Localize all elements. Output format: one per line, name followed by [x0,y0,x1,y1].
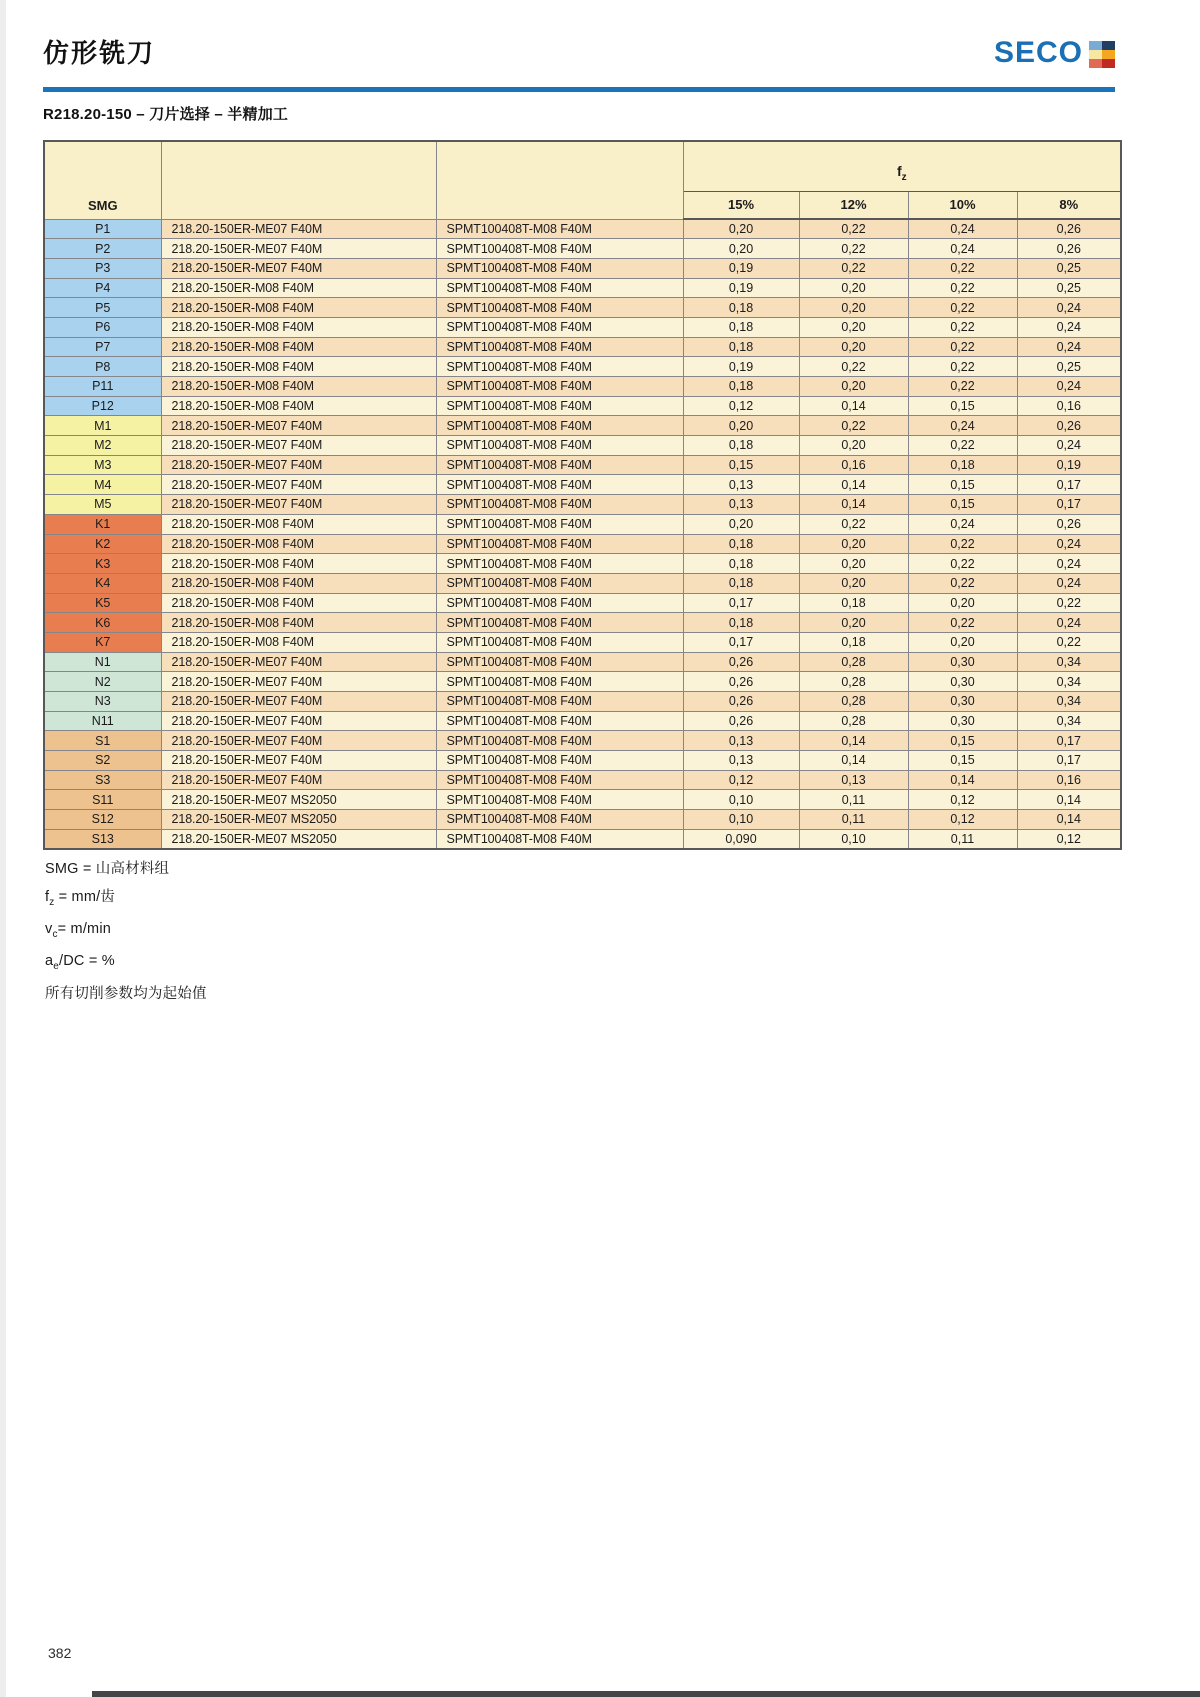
fz-value-cell: 0,20 [799,613,908,633]
fz-value-cell: 0,12 [1017,829,1121,849]
fz-value-cell: 0,26 [1017,219,1121,239]
smg-cell: S13 [44,829,161,849]
table-header-row-top [44,141,1121,191]
fz-value-cell: 0,12 [683,396,799,416]
cutter-designation-cell: 218.20-150ER-ME07 F40M [161,672,436,692]
cutter-designation-cell: 218.20-150ER-ME07 F40M [161,455,436,475]
legend-line: $v_c= m/\min$ [45,920,112,940]
smg-cell: M5 [44,495,161,515]
fz-value-cell: 0,22 [1017,593,1121,613]
smg-cell: M4 [44,475,161,495]
fz-value-cell: 0,34 [1017,672,1121,692]
smg-cell: P8 [44,357,161,377]
smg-cell: S12 [44,810,161,830]
smg-cell: K6 [44,613,161,633]
smg-cell: P5 [44,298,161,318]
fz-value-cell: 0,13 [683,495,799,515]
smg-cell: P1 [44,219,161,239]
insert-designation-cell: SPMT100408T-M08 F40M [436,534,683,554]
page-number: 382 [48,1645,72,1661]
fz-value-cell: 0,22 [908,278,1017,298]
fz-value-cell: 0,24 [908,514,1017,534]
fz-value-cell: 0,22 [799,357,908,377]
fz-value-cell: 0,24 [1017,573,1121,593]
logo-color-square [1089,50,1102,59]
page-title: 仿形铣刀 [43,38,156,68]
insert-designation-cell: SPMT100408T-M08 F40M [436,790,683,810]
insert-designation-cell: SPMT100408T-M08 F40M [436,239,683,259]
fz-value-cell: 0,30 [908,672,1017,692]
insert-designation-cell: SPMT100408T-M08 F40M [436,731,683,751]
cutter-designation-cell: 218.20-150ER-M08 F40M [161,573,436,593]
insert-column-header [436,141,683,219]
table-row [44,416,1121,436]
smg-cell: K3 [44,554,161,574]
insert-designation-cell: SPMT100408T-M08 F40M [436,278,683,298]
insert-designation-cell: SPMT100408T-M08 F40M [436,810,683,830]
fz-value-cell: 0,18 [683,613,799,633]
fz-value-cell: 0,24 [908,239,1017,259]
cutter-designation-cell: 218.20-150ER-ME07 F40M [161,652,436,672]
cutter-designation-cell: 218.20-150ER-ME07 MS2050 [161,790,436,810]
insert-designation-cell: SPMT100408T-M08 F40M [436,751,683,771]
fz-value-cell: 0,25 [1017,357,1121,377]
fz-value-cell: 0,24 [1017,554,1121,574]
fz-value-cell: 0,14 [799,495,908,515]
fz-value-cell: 0,18 [683,377,799,397]
table-row [44,790,1121,810]
fz-value-cell: 0,25 [1017,258,1121,278]
fz-value-cell: 0,24 [908,219,1017,239]
cutter-designation-cell: 218.20-150ER-ME07 F40M [161,770,436,790]
fz-value-cell: 0,17 [1017,475,1121,495]
fz-subscript: z [901,171,907,183]
fz-value-cell: 0,22 [908,534,1017,554]
seco-logo-text: SECO [993,36,1083,69]
fz-value-cell: 0,18 [683,298,799,318]
cutter-designation-cell: 218.20-150ER-ME07 F40M [161,711,436,731]
table-row [44,554,1121,574]
smg-cell: P3 [44,258,161,278]
legend-line: SMG = 山高材料组 [45,861,170,877]
fz-value-cell: 0,22 [908,554,1017,574]
fz-value-cell: 0,10 [683,790,799,810]
smg-cell: P2 [44,239,161,259]
fz-value-cell: 0,26 [1017,514,1121,534]
table-row [44,396,1121,416]
fz-value-cell: 0,24 [1017,337,1121,357]
seco-logo [993,36,1115,69]
fz-value-cell: 0,24 [1017,377,1121,397]
smg-cell: P6 [44,317,161,337]
fz-value-cell: 0,22 [799,514,908,534]
insert-selection-table [43,140,1122,850]
fz-value-cell: 0,18 [683,436,799,456]
fz-value-cell: 0,14 [799,751,908,771]
cutter-designation-cell: 218.20-150ER-M08 F40M [161,317,436,337]
fz-value-cell: 0,20 [683,239,799,259]
fz-value-cell: 0,20 [799,573,908,593]
fz-value-cell: 0,18 [683,337,799,357]
fz-value-cell: 0,17 [683,632,799,652]
table-row [44,377,1121,397]
fz-value-cell: 0,20 [683,219,799,239]
fz-value-cell: 0,26 [683,711,799,731]
insert-designation-cell: SPMT100408T-M08 F40M [436,258,683,278]
fz-value-cell: 0,28 [799,692,908,712]
fz-value-cell: 0,17 [1017,495,1121,515]
fz-value-cell: 0,20 [908,632,1017,652]
table-row [44,357,1121,377]
insert-designation-cell: SPMT100408T-M08 F40M [436,770,683,790]
fz-value-cell: 0,20 [683,416,799,436]
insert-designation-cell: SPMT100408T-M08 F40M [436,495,683,515]
fz-value-cell: 0,16 [1017,396,1121,416]
seco-logo-squares-icon [1089,41,1115,68]
smg-cell: K1 [44,514,161,534]
fz-value-cell: 0,24 [1017,534,1121,554]
cutter-designation-cell: 218.20-150ER-M08 F40M [161,337,436,357]
percent-header-10: 10% [908,191,1017,219]
table-body [44,219,1121,849]
insert-designation-cell: SPMT100408T-M08 F40M [436,711,683,731]
bottom-edge-bar [92,1691,1200,1697]
table-row [44,298,1121,318]
fz-value-cell: 0,13 [683,475,799,495]
fz-value-cell: 0,15 [908,751,1017,771]
section-heading: R218.20-150 – 刀片选择 – 半精加工 [43,106,289,123]
smg-cell: S11 [44,790,161,810]
table-row [44,829,1121,849]
table-row [44,573,1121,593]
fz-value-cell: 0,22 [908,573,1017,593]
insert-designation-cell: SPMT100408T-M08 F40M [436,475,683,495]
table-row [44,475,1121,495]
fz-value-cell: 0,26 [683,652,799,672]
fz-value-cell: 0,30 [908,711,1017,731]
fz-value-cell: 0,24 [1017,613,1121,633]
insert-designation-cell: SPMT100408T-M08 F40M [436,377,683,397]
page-left-edge [0,0,6,1697]
percent-header-8: 8% [1017,191,1121,219]
logo-color-square [1089,41,1102,50]
table-row [44,278,1121,298]
fz-value-cell: 0,20 [799,317,908,337]
fz-value-cell: 0,22 [799,258,908,278]
fz-value-cell: 0,16 [799,455,908,475]
smg-cell: S1 [44,731,161,751]
fz-value-cell: 0,15 [908,495,1017,515]
fz-group-header [683,141,1121,191]
fz-value-cell: 0,26 [1017,239,1121,259]
insert-designation-cell: SPMT100408T-M08 F40M [436,219,683,239]
legend-line: $a_e/DC$ = % [45,953,115,973]
table-row [44,593,1121,613]
fz-value-cell: 0,11 [799,810,908,830]
fz-value-cell: 0,22 [1017,632,1121,652]
fz-value-cell: 0,20 [799,298,908,318]
insert-designation-cell: SPMT100408T-M08 F40M [436,652,683,672]
fz-value-cell: 0,30 [908,692,1017,712]
fz-value-cell: 0,20 [683,514,799,534]
fz-value-cell: 0,17 [1017,731,1121,751]
fz-value-cell: 0,14 [799,731,908,751]
insert-designation-cell: SPMT100408T-M08 F40M [436,554,683,574]
table-row [44,751,1121,771]
fz-value-cell: 0,22 [799,416,908,436]
cutter-designation-cell: 218.20-150ER-M08 F40M [161,396,436,416]
fz-value-cell: 0,18 [683,554,799,574]
fz-value-cell: 0,34 [1017,652,1121,672]
fz-value-cell: 0,16 [1017,770,1121,790]
fz-value-cell: 0,090 [683,829,799,849]
smg-cell: M3 [44,455,161,475]
fz-value-cell: 0,20 [799,436,908,456]
smg-column-header: SMG [44,141,161,219]
cutter-designation-cell: 218.20-150ER-M08 F40M [161,554,436,574]
fz-value-cell: 0,28 [799,672,908,692]
insert-designation-cell: SPMT100408T-M08 F40M [436,829,683,849]
table-row [44,436,1121,456]
fz-value-cell: 0,17 [1017,751,1121,771]
fz-value-cell: 0,12 [908,790,1017,810]
fz-value-cell: 0,20 [799,534,908,554]
cutter-designation-cell: 218.20-150ER-ME07 F40M [161,495,436,515]
fz-value-cell: 0,22 [908,298,1017,318]
insert-designation-cell: SPMT100408T-M08 F40M [436,455,683,475]
fz-value-cell: 0,22 [799,219,908,239]
insert-designation-cell: SPMT100408T-M08 F40M [436,672,683,692]
logo-color-square [1089,59,1102,68]
fz-value-cell: 0,28 [799,652,908,672]
table-row [44,219,1121,239]
cutter-designation-cell: 218.20-150ER-M08 F40M [161,298,436,318]
fz-value-cell: 0,19 [683,357,799,377]
table-row [44,613,1121,633]
cutter-designation-cell: 218.20-150ER-ME07 F40M [161,219,436,239]
fz-value-cell: 0,14 [908,770,1017,790]
table-row [44,534,1121,554]
fz-value-cell: 0,14 [799,475,908,495]
legend-line: 所有切削参数均为起始值 [45,985,207,1002]
fz-value-cell: 0,20 [908,593,1017,613]
fz-value-cell: 0,14 [1017,790,1121,810]
smg-cell: P4 [44,278,161,298]
smg-cell: S2 [44,751,161,771]
fz-value-cell: 0,12 [908,810,1017,830]
smg-cell: N1 [44,652,161,672]
cutter-designation-cell: 218.20-150ER-ME07 F40M [161,239,436,259]
insert-designation-cell: SPMT100408T-M08 F40M [436,396,683,416]
fz-value-cell: 0,17 [683,593,799,613]
insert-designation-cell: SPMT100408T-M08 F40M [436,573,683,593]
fz-value-cell: 0,20 [799,337,908,357]
insert-designation-cell: SPMT100408T-M08 F40M [436,436,683,456]
fz-value-cell: 0,22 [908,337,1017,357]
fz-value-cell: 0,10 [799,829,908,849]
fz-value-cell: 0,22 [799,239,908,259]
fz-value-cell: 0,34 [1017,711,1121,731]
cutter-designation-cell: 218.20-150ER-ME07 F40M [161,475,436,495]
table-row [44,652,1121,672]
cutter-designation-cell: 218.20-150ER-M08 F40M [161,377,436,397]
smg-cell: K7 [44,632,161,652]
table-row [44,711,1121,731]
fz-value-cell: 0,15 [908,731,1017,751]
logo-color-square [1102,59,1115,68]
cutter-designation-cell: 218.20-150ER-M08 F40M [161,613,436,633]
fz-value-cell: 0,18 [799,632,908,652]
fz-value-cell: 0,11 [799,790,908,810]
smg-cell: S3 [44,770,161,790]
insert-designation-cell: SPMT100408T-M08 F40M [436,416,683,436]
fz-value-cell: 0,12 [683,770,799,790]
logo-color-square [1102,50,1115,59]
legend-line: $f_z = mm/$齿 [45,888,116,908]
cutter-designation-cell: 218.20-150ER-ME07 F40M [161,731,436,751]
fz-value-cell: 0,22 [908,317,1017,337]
logo-color-square [1102,41,1115,50]
cutter-designation-cell: 218.20-150ER-ME07 MS2050 [161,810,436,830]
cutter-designation-cell: 218.20-150ER-M08 F40M [161,593,436,613]
fz-value-cell: 0,11 [908,829,1017,849]
smg-cell: K5 [44,593,161,613]
fz-value-cell: 0,26 [683,672,799,692]
smg-cell: N11 [44,711,161,731]
fz-value-cell: 0,24 [908,416,1017,436]
fz-value-cell: 0,26 [683,692,799,712]
cutter-designation-cell: 218.20-150ER-M08 F40M [161,357,436,377]
table-row [44,337,1121,357]
fz-value-cell: 0,18 [908,455,1017,475]
fz-value-cell: 0,14 [799,396,908,416]
insert-designation-cell: SPMT100408T-M08 F40M [436,298,683,318]
fz-value-cell: 0,18 [683,317,799,337]
cutter-designation-cell: 218.20-150ER-M08 F40M [161,534,436,554]
fz-value-cell: 0,28 [799,711,908,731]
table-row [44,258,1121,278]
smg-cell: P7 [44,337,161,357]
legend [45,856,207,1008]
fz-value-cell: 0,30 [908,652,1017,672]
fz-value-cell: 0,24 [1017,298,1121,318]
smg-cell: N2 [44,672,161,692]
cutter-designation-cell: 218.20-150ER-ME07 F40M [161,751,436,771]
fz-value-cell: 0,34 [1017,692,1121,712]
fz-value-cell: 0,18 [799,593,908,613]
fz-value-cell: 0,13 [799,770,908,790]
cutter-designation-cell: 218.20-150ER-ME07 F40M [161,416,436,436]
fz-value-cell: 0,26 [1017,416,1121,436]
table-row [44,770,1121,790]
table-row [44,810,1121,830]
fz-value-cell: 0,14 [1017,810,1121,830]
percent-header-12: 12% [799,191,908,219]
insert-designation-cell: SPMT100408T-M08 F40M [436,357,683,377]
smg-cell: P12 [44,396,161,416]
fz-value-cell: 0,20 [799,377,908,397]
smg-cell: N3 [44,692,161,712]
insert-designation-cell: SPMT100408T-M08 F40M [436,514,683,534]
fz-value-cell: 0,19 [683,258,799,278]
cutter-designation-cell: 218.20-150ER-M08 F40M [161,514,436,534]
fz-value-cell: 0,19 [683,278,799,298]
smg-cell: M1 [44,416,161,436]
fz-value-cell: 0,19 [1017,455,1121,475]
insert-designation-cell: SPMT100408T-M08 F40M [436,593,683,613]
fz-value-cell: 0,20 [799,278,908,298]
fz-value-cell: 0,25 [1017,278,1121,298]
insert-designation-cell: SPMT100408T-M08 F40M [436,613,683,633]
cutter-designation-cell: 218.20-150ER-ME07 F40M [161,258,436,278]
fz-value-cell: 0,13 [683,731,799,751]
smg-cell: P11 [44,377,161,397]
smg-cell: M2 [44,436,161,456]
insert-designation-cell: SPMT100408T-M08 F40M [436,692,683,712]
fz-value-cell: 0,22 [908,258,1017,278]
fz-value-cell: 0,15 [908,475,1017,495]
table-row [44,731,1121,751]
fz-value-cell: 0,13 [683,751,799,771]
table-row [44,632,1121,652]
fz-value-cell: 0,24 [1017,317,1121,337]
smg-cell: K4 [44,573,161,593]
cutter-column-header [161,141,436,219]
fz-value-cell: 0,18 [683,573,799,593]
fz-value-cell: 0,10 [683,810,799,830]
fz-value-cell: 0,22 [908,436,1017,456]
fz-value-cell: 0,20 [799,554,908,574]
insert-designation-cell: SPMT100408T-M08 F40M [436,317,683,337]
cutter-designation-cell: 218.20-150ER-ME07 F40M [161,436,436,456]
fz-label: f [896,162,902,179]
fz-value-cell: 0,24 [1017,436,1121,456]
fz-value-cell: 0,15 [908,396,1017,416]
fz-value-cell: 0,15 [683,455,799,475]
cutter-designation-cell: 218.20-150ER-M08 F40M [161,278,436,298]
fz-value-cell: 0,22 [908,613,1017,633]
cutter-designation-cell: 218.20-150ER-ME07 MS2050 [161,829,436,849]
insert-designation-cell: SPMT100408T-M08 F40M [436,632,683,652]
header-divider [43,87,1115,92]
table-row [44,692,1121,712]
table-row [44,495,1121,515]
cutter-designation-cell: 218.20-150ER-M08 F40M [161,632,436,652]
table-row [44,239,1121,259]
table-row [44,672,1121,692]
fz-value-cell: 0,22 [908,357,1017,377]
cutter-designation-cell: 218.20-150ER-ME07 F40M [161,692,436,712]
smg-cell: K2 [44,534,161,554]
table-row [44,455,1121,475]
table-row [44,514,1121,534]
percent-header-15: 15% [683,191,799,219]
table-row [44,317,1121,337]
fz-value-cell: 0,18 [683,534,799,554]
insert-designation-cell: SPMT100408T-M08 F40M [436,337,683,357]
fz-value-cell: 0,22 [908,377,1017,397]
